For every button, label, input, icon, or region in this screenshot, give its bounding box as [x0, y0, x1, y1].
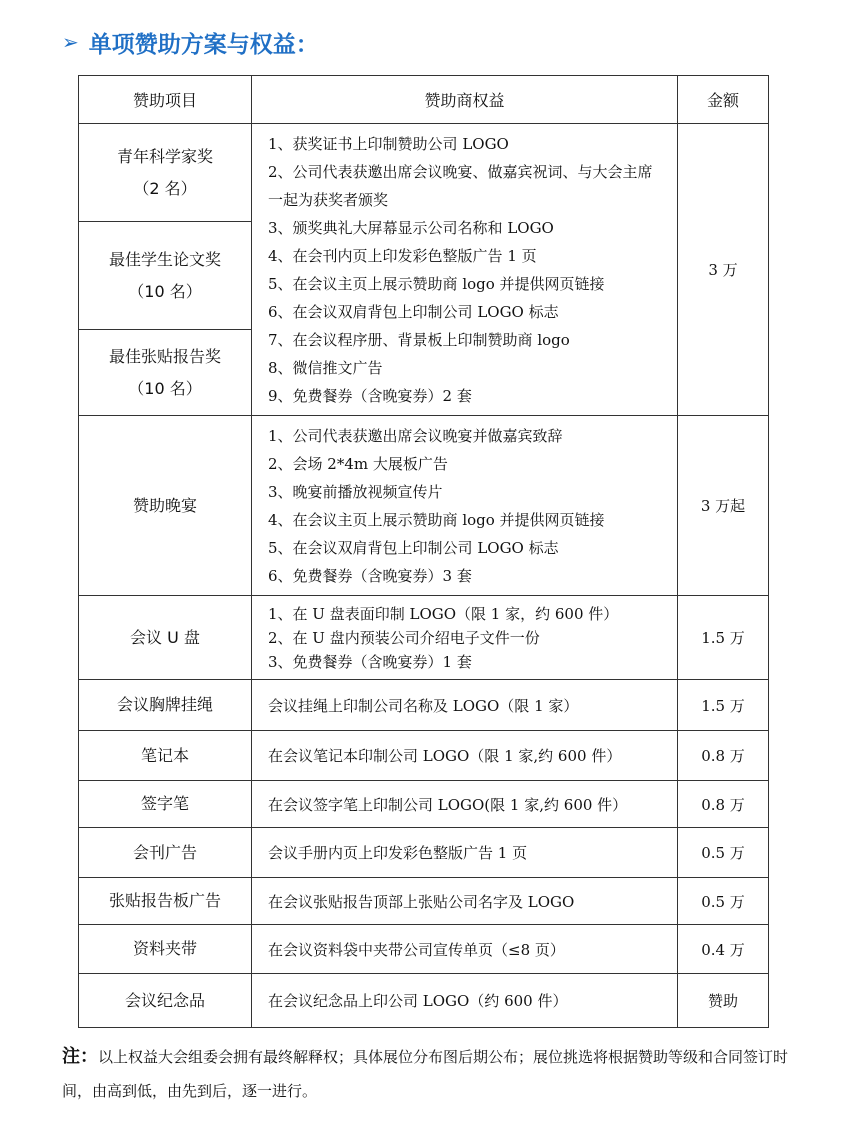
item-cell — [79, 222, 252, 330]
table-row — [79, 925, 769, 974]
benefit-cell: 在会议签字笔上印制公司 LOGO(限 1 家,约 600 件） — [252, 781, 678, 828]
table-row — [79, 124, 769, 222]
benefit-line: 3、颁奖典礼大屏幕显示公司名称和 LOGO — [268, 218, 554, 237]
item-name: 赞助晚宴 — [79, 416, 252, 596]
footnote-text: 以上权益大会组委会拥有最终解释权；具体展位分布图后期公布；展位挑选将根据赞助等级和合同签订时间，由高到低，由先到后，逐一进行。 — [62, 1048, 789, 1100]
benefit-cell: 会议挂绳上印制公司名称及 LOGO（限 1 家） — [252, 680, 678, 731]
footnote-label: 注： — [62, 1046, 98, 1067]
amount-cell: 赞助 — [678, 974, 769, 1028]
benefit-line: 1、公司代表获邀出席会议晚宴并做嘉宾致辞 — [268, 426, 563, 445]
benefits-cell — [252, 596, 678, 680]
arrow-bullet-icon: ➢ — [62, 30, 79, 54]
benefit-line: 6、免费餐券（含晚宴券）3 套 — [268, 566, 472, 585]
table-row — [79, 596, 769, 680]
amount-cell: 3 万起 — [678, 416, 769, 596]
amount-cell: 1.5 万 — [678, 596, 769, 680]
benefit-cell: 在会议笔记本印制公司 LOGO（限 1 家,约 600 件） — [252, 731, 678, 781]
benefit-line: 3、免费餐券（含晚宴券）1 套 — [268, 652, 472, 671]
benefits-cell — [252, 416, 678, 596]
item-name: 签字笔 — [79, 781, 252, 828]
benefit-line: 8、微信推文广告 — [268, 358, 383, 377]
amount-cell: 0.8 万 — [678, 731, 769, 781]
benefit-line: 3、晚宴前播放视频宣传片 — [268, 482, 443, 501]
section-title: 单项赞助方案与权益： — [88, 31, 319, 58]
benefit-cell: 会议手册内页上印发彩色整版广告 1 页 — [252, 828, 678, 878]
benefit-line: 4、在会议主页上展示赞助商 logo 并提供网页链接 — [268, 510, 605, 529]
sponsorship-table — [78, 75, 769, 1028]
benefit-cell: 在会议张贴报告顶部上张贴公司名字及 LOGO — [252, 878, 678, 925]
table-row — [79, 878, 769, 925]
header-item: 赞助项目 — [79, 76, 252, 124]
table-header-row — [79, 76, 769, 124]
item-name: 会议纪念品 — [79, 974, 252, 1028]
benefit-line: 7、在会议程序册、背景板上印制赞助商 logo — [268, 330, 570, 349]
item-name: 会议 U 盘 — [79, 596, 252, 680]
table-row — [79, 416, 769, 596]
benefit-line: 4、在会刊内页上印发彩色整版广告 1 页 — [268, 246, 537, 265]
table-row — [79, 781, 769, 828]
item-count: （2 名） — [133, 178, 197, 198]
benefit-line: 6、在会议双肩背包上印制公司 LOGO 标志 — [268, 302, 559, 321]
benefit-line: 5、在会议双肩背包上印制公司 LOGO 标志 — [268, 538, 559, 557]
benefit-line: 2、会场 2*4m 大展板广告 — [268, 454, 448, 473]
benefit-cell: 在会议资料袋中夹带公司宣传单页（≤8 页） — [252, 925, 678, 974]
header-benefits: 赞助商权益 — [252, 76, 678, 124]
table-row — [79, 828, 769, 878]
item-name: 青年科学家奖 — [116, 146, 213, 166]
item-name: 会刊广告 — [79, 828, 252, 878]
benefit-cell: 在会议纪念品上印公司 LOGO（约 600 件） — [252, 974, 678, 1028]
table-row — [79, 974, 769, 1028]
item-name: 资料夹带 — [79, 925, 252, 974]
amount-cell: 0.4 万 — [678, 925, 769, 974]
amount-cell: 0.5 万 — [678, 828, 769, 878]
benefit-line: 2、公司代表获邀出席会议晚宴、做嘉宾祝词、与大会主席一起为获奖者颁奖 — [268, 162, 653, 209]
benefit-line: 2、在 U 盘内预装公司介绍电子文件一份 — [268, 628, 540, 647]
item-name: 笔记本 — [79, 731, 252, 781]
item-cell — [79, 330, 252, 416]
item-name: 会议胸牌挂绳 — [79, 680, 252, 731]
item-name: 最佳学生论文奖 — [108, 249, 221, 269]
amount-cell: 3 万 — [678, 124, 769, 416]
amount-cell: 0.5 万 — [678, 878, 769, 925]
benefit-line: 5、在会议主页上展示赞助商 logo 并提供网页链接 — [268, 274, 605, 293]
table-row — [79, 731, 769, 781]
benefits-cell — [252, 124, 678, 416]
section-heading — [62, 22, 319, 62]
amount-cell: 0.8 万 — [678, 781, 769, 828]
amount-cell: 1.5 万 — [678, 680, 769, 731]
benefit-line: 1、获奖证书上印制赞助公司 LOGO — [268, 134, 509, 153]
item-count: （10 名） — [128, 378, 202, 398]
footnote — [62, 1040, 792, 1108]
item-name: 最佳张贴报告奖 — [108, 346, 221, 366]
benefit-line: 1、在 U 盘表面印制 LOGO（限 1 家，约 600 件） — [268, 604, 619, 623]
benefit-line: 9、免费餐券（含晚宴券）2 套 — [268, 386, 472, 405]
header-amount: 金额 — [678, 76, 769, 124]
table-row — [79, 680, 769, 731]
item-cell — [79, 124, 252, 222]
item-name: 张贴报告板广告 — [79, 878, 252, 925]
item-count: （10 名） — [128, 281, 202, 301]
